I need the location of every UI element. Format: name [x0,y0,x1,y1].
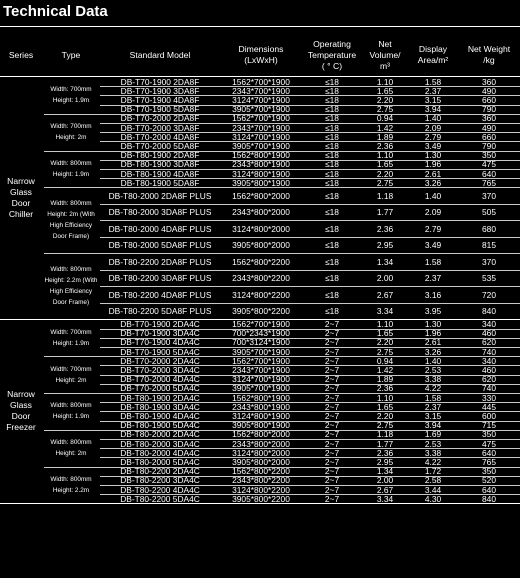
temperature-cell: ≤18 [325,113,339,123]
dimensions-cell: 2343*700*1900 [232,365,290,375]
volume-cell: 1.65 [376,402,394,412]
temperature-cell: ≤18 [325,86,339,96]
dimensions-cell: 3905*800*2200 [232,306,290,317]
weight-cell: 620 [482,337,496,347]
volume-cell: 2.75 [376,178,394,188]
weight-cell: 765 [482,457,496,467]
temperature-cell: ≤18 [325,123,339,133]
temperature-cell: ≤18 [325,289,339,300]
model-cell: DB-T70-1900 5DA8F [120,104,200,114]
weight-cell: 720 [482,289,496,300]
display-area-cell: 2.61 [424,169,442,179]
group-label: Width: 800mm Height: 2m (With High Efficiency Door Frame) [47,200,95,241]
series-divider [0,503,520,504]
model-cell: DB-T70-1900 2DA8F [120,77,200,87]
display-area-cell: 1.40 [424,190,442,201]
temperature-cell: 2~7 [324,494,340,504]
dimensions-cell: 3124*800*2000 [232,448,290,458]
temperature-cell: 2~7 [324,466,340,476]
weight-cell: 640 [482,448,496,458]
temperature-cell: ≤18 [325,273,339,284]
display-area-cell: 1.40 [424,113,442,123]
group-label: Width: 800mm Height: 2.2m (With High Efficiency Door Frame) [44,266,98,307]
weight-cell: 360 [482,77,496,87]
dimensions-cell: 2343*800*1900 [232,402,290,412]
display-area-cell: 3.16 [424,289,442,300]
model-cell: DB-T70-2000 5DA4C [120,383,200,393]
header-temperature-line1: Operating [313,38,351,49]
header-temperature-line2: Temperature [307,49,357,60]
dimensions-cell: 700*3124*1900 [232,337,290,347]
model-cell: DB-T80-2000 5DA4C [120,457,200,467]
temperature-cell: 2~7 [324,485,340,495]
volume-cell: 1.18 [376,429,394,439]
volume-cell: 2.75 [376,104,394,114]
model-cell: DB-T70-2000 2DA8F [120,113,200,123]
weight-cell: 600 [482,411,496,421]
dimensions-cell: 2343*800*2000 [232,439,290,449]
dimensions-cell: 3905*700*1900 [232,347,290,357]
model-cell: DB-T80-2200 5DA8F PLUS [108,306,212,317]
weight-cell: 475 [482,159,496,169]
volume-cell: 1.34 [376,256,394,267]
volume-cell: 2.20 [376,337,394,347]
display-area-cell: 2.53 [424,439,442,449]
temperature-cell: 2~7 [324,402,340,412]
dimensions-cell: 700*2343*1900 [232,328,290,338]
model-cell: DB-T80-2000 4DA4C [120,448,200,458]
weight-cell: 620 [482,374,496,384]
display-area-cell: 4.22 [424,383,442,393]
dimensions-cell: 3124*700*1900 [232,95,290,105]
header-volume-line1: Net [378,38,392,49]
temperature-cell: ≤18 [325,190,339,201]
display-area-cell: 3.26 [424,178,442,188]
dimensions-cell: 1562*700*1900 [232,356,290,366]
header-model: Standard Model [129,49,191,60]
weight-cell: 840 [482,494,496,504]
group-label: Width: 800mm Height: 1.9m [50,402,92,421]
dimensions-cell: 3905*700*1900 [232,383,290,393]
model-cell: DB-T80-2200 2DA8F PLUS [108,256,212,267]
model-cell: DB-T80-1900 2DA8F [120,150,200,160]
display-area-cell: 1.96 [424,328,442,338]
temperature-cell: ≤18 [325,104,339,114]
header-display-area [410,34,456,76]
model-cell: DB-T80-2000 4DA8F PLUS [108,223,212,234]
dimensions-cell: 1562*700*1900 [232,113,290,123]
display-area-cell: 1.58 [424,256,442,267]
display-area-cell: 2.79 [424,132,442,142]
weight-cell: 360 [482,113,496,123]
dimensions-cell: 1562*800*1900 [232,393,290,403]
group-label: Width: 700mm Height: 2m [50,365,92,384]
model-cell: DB-T80-2000 2DA8F PLUS [108,190,212,201]
dimensions-cell: 3905*700*1900 [232,141,290,151]
model-cell: DB-T70-1900 2DA4C [120,319,200,329]
temperature-cell: 2~7 [324,374,340,384]
header-series: Series [8,49,34,60]
model-cell: DB-T70-2000 5DA8F [120,141,200,151]
dimensions-cell: 3124*800*2200 [232,289,290,300]
display-area-cell: 2.37 [424,402,442,412]
weight-cell: 535 [482,273,496,284]
model-cell: DB-T70-1900 4DA4C [120,337,200,347]
series-label: Narrow Glass Door Freezer [6,389,36,433]
volume-cell: 0.94 [376,113,394,123]
display-area-cell: 2.79 [424,223,442,234]
temperature-cell: 2~7 [324,439,340,449]
dimensions-cell: 3124*700*1900 [232,132,290,142]
temperature-cell: 2~7 [324,411,340,421]
model-cell: DB-T80-1900 5DA8F [120,178,200,188]
weight-cell: 350 [482,429,496,439]
dimensions-cell: 3905*800*1900 [232,178,290,188]
model-cell: DB-T80-1900 4DA8F [120,169,200,179]
model-cell: DB-T70-2000 3DA4C [120,365,200,375]
model-cell: DB-T70-2000 4DA8F [120,132,200,142]
display-area-cell: 3.38 [424,374,442,384]
model-cell: DB-T80-2200 3DA4C [120,475,200,485]
weight-cell: 475 [482,439,496,449]
header-weight-line2: /kg [483,55,495,65]
display-area-cell: 1.96 [424,159,442,169]
weight-cell: 640 [482,169,496,179]
temperature-cell: 2~7 [324,337,340,347]
display-area-cell: 3.44 [424,485,442,495]
temperature-cell: ≤18 [325,150,339,160]
temperature-cell: ≤18 [325,169,339,179]
volume-cell: 0.94 [376,356,394,366]
temperature-cell: 2~7 [324,365,340,375]
volume-cell: 2.75 [376,420,394,430]
model-cell: DB-T80-1900 3DA8F [120,159,200,169]
model-cell: DB-T80-2000 2DA4C [120,429,200,439]
volume-cell: 3.34 [376,306,394,317]
model-cell: DB-T70-1900 4DA8F [120,95,200,105]
volume-cell: 2.75 [376,347,394,357]
dimensions-cell: 3124*800*1900 [232,169,290,179]
weight-cell: 340 [482,356,496,366]
weight-cell: 460 [482,365,496,375]
header-temperature [300,34,364,76]
dimensions-cell: 3124*800*2200 [232,485,290,495]
dimensions-cell: 2343*800*1900 [232,159,290,169]
title-divider [0,26,520,27]
model-cell: DB-T70-2000 2DA4C [120,356,200,366]
volume-cell: 2.36 [376,383,394,393]
weight-cell: 520 [482,475,496,485]
header-weight-line1: Net Weight [467,44,511,54]
temperature-cell: 2~7 [324,457,340,467]
volume-cell: 2.95 [376,240,394,251]
volume-cell: 1.10 [376,77,394,87]
volume-cell: 1.42 [376,123,394,133]
dimensions-cell: 3124*800*2000 [232,223,290,234]
temperature-cell: ≤18 [325,77,339,87]
temperature-cell: ≤18 [325,159,339,169]
header-type: Type [61,49,81,60]
dimensions-cell: 3905*800*2200 [232,494,290,504]
display-area-cell: 3.26 [424,347,442,357]
header-temperature-line3: ( ° C) [321,60,343,71]
volume-cell: 2.20 [376,169,394,179]
model-cell: DB-T80-1900 4DA4C [120,411,200,421]
weight-cell: 740 [482,383,496,393]
temperature-cell: 2~7 [324,393,340,403]
display-area-cell: 1.58 [424,77,442,87]
header-volume [364,34,406,76]
model-cell: DB-T70-1900 5DA4C [120,347,200,357]
display-area-cell: 2.58 [424,475,442,485]
header-dimensions-line1: Dimensions [238,44,284,54]
dimensions-cell: 3905*800*1900 [232,420,290,430]
temperature-cell: 2~7 [324,475,340,485]
volume-cell: 2.67 [376,485,394,495]
dimensions-cell: 3124*700*1900 [232,374,290,384]
temperature-cell: 2~7 [324,347,340,357]
display-area-cell: 2.61 [424,337,442,347]
volume-cell: 1.18 [376,190,394,201]
display-area-cell: 4.22 [424,457,442,467]
temperature-cell: 2~7 [324,420,340,430]
display-area-cell: 3.49 [424,240,442,251]
temperature-cell: ≤18 [325,306,339,317]
dimensions-cell: 2343*700*1900 [232,86,290,96]
display-area-cell: 1.30 [424,319,442,329]
header-dimensions [222,34,300,76]
weight-cell: 340 [482,319,496,329]
model-cell: DB-T80-1900 2DA4C [120,393,200,403]
temperature-cell: ≤18 [325,240,339,251]
dimensions-cell: 1562*800*2200 [232,256,290,267]
volume-cell: 2.36 [376,141,394,151]
dimensions-cell: 2343*800*2200 [232,273,290,284]
display-area-cell: 2.09 [424,123,442,133]
temperature-cell: 2~7 [324,319,340,329]
dimensions-cell: 2343*800*2000 [232,207,290,218]
temperature-cell: ≤18 [325,223,339,234]
weight-cell: 350 [482,466,496,476]
weight-cell: 815 [482,240,496,251]
volume-cell: 1.65 [376,86,394,96]
dimensions-cell: 1562*800*2000 [232,429,290,439]
volume-cell: 2.20 [376,95,394,105]
weight-cell: 790 [482,141,496,151]
weight-cell: 660 [482,95,496,105]
temperature-cell: 2~7 [324,328,340,338]
display-area-cell: 3.94 [424,104,442,114]
volume-cell: 1.89 [376,132,394,142]
weight-cell: 640 [482,485,496,495]
display-area-cell: 3.15 [424,411,442,421]
display-area-cell: 2.53 [424,365,442,375]
model-cell: DB-T80-2000 5DA8F PLUS [108,240,212,251]
page-title: Technical Data [3,3,108,20]
volume-cell: 1.10 [376,393,394,403]
header-display-line2: Area/m² [417,55,449,65]
volume-cell: 1.10 [376,150,394,160]
dimensions-cell: 1562*700*1900 [232,77,290,87]
group-label: Width: 800mm Height: 2.2m [50,475,92,494]
temperature-cell: ≤18 [325,178,339,188]
weight-cell: 445 [482,402,496,412]
model-cell: DB-T80-2200 3DA8F PLUS [108,273,212,284]
temperature-cell: 2~7 [324,448,340,458]
temperature-cell: 2~7 [324,429,340,439]
group-label: Width: 700mm Height: 1.9m [50,328,92,347]
dimensions-cell: 3905*800*2000 [232,457,290,467]
temperature-cell: 2~7 [324,383,340,393]
dimensions-cell: 1562*800*2200 [232,466,290,476]
dimensions-cell: 3124*800*1900 [232,411,290,421]
display-area-cell: 2.37 [424,86,442,96]
display-area-cell: 1.58 [424,393,442,403]
volume-cell: 1.42 [376,365,394,375]
series-label: Narrow Glass Door Chiller [7,176,35,220]
display-area-cell: 4.30 [424,494,442,504]
model-cell: DB-T70-2000 3DA8F [120,123,200,133]
weight-cell: 740 [482,347,496,357]
model-cell: DB-T80-2200 2DA4C [120,466,200,476]
dimensions-cell: 2343*700*1900 [232,123,290,133]
temperature-cell: ≤18 [325,207,339,218]
model-cell: DB-T70-1900 3DA8F [120,86,200,96]
model-cell: DB-T80-2000 3DA8F PLUS [108,207,212,218]
display-area-cell: 2.37 [424,273,442,284]
group-label: Width: 800mm Height: 1.9m [50,159,92,178]
volume-cell: 1.89 [376,374,394,384]
dimensions-cell: 1562*800*2000 [232,190,290,201]
volume-cell: 2.36 [376,448,394,458]
display-area-cell: 1.30 [424,150,442,160]
temperature-cell: ≤18 [325,95,339,105]
weight-cell: 490 [482,123,496,133]
volume-cell: 1.65 [376,159,394,169]
header-volume-line3: m³ [379,60,391,71]
volume-cell: 3.34 [376,494,394,504]
model-cell: DB-T80-2200 4DA8F PLUS [108,289,212,300]
volume-cell: 2.36 [376,223,394,234]
model-cell: DB-T70-1900 3DA4C [120,328,200,338]
display-area-cell: 2.09 [424,207,442,218]
display-area-cell: 1.72 [424,466,442,476]
volume-cell: 2.67 [376,289,394,300]
dimensions-cell: 1562*800*1900 [232,150,290,160]
weight-cell: 765 [482,178,496,188]
group-label: Width: 700mm Height: 2m [50,123,92,142]
volume-cell: 1.34 [376,466,394,476]
display-area-cell: 3.49 [424,141,442,151]
series-divider [0,319,520,320]
weight-cell: 680 [482,223,496,234]
volume-cell: 1.77 [376,439,394,449]
volume-cell: 2.20 [376,411,394,421]
display-area-cell: 3.15 [424,95,442,105]
header-dimensions-line2: (LxWxH) [244,55,278,65]
temperature-cell: ≤18 [325,141,339,151]
temperature-cell: ≤18 [325,132,339,142]
weight-cell: 490 [482,86,496,96]
weight-cell: 350 [482,150,496,160]
display-area-cell: 1.69 [424,429,442,439]
model-cell: DB-T80-2000 3DA4C [120,439,200,449]
model-cell: DB-T70-2000 4DA4C [120,374,200,384]
weight-cell: 330 [482,393,496,403]
temperature-cell: ≤18 [325,256,339,267]
volume-cell: 1.10 [376,319,394,329]
weight-cell: 660 [482,132,496,142]
volume-cell: 2.00 [376,475,394,485]
weight-cell: 460 [482,328,496,338]
display-area-cell: 1.40 [424,356,442,366]
dimensions-cell: 3905*800*2000 [232,240,290,251]
weight-cell: 790 [482,104,496,114]
volume-cell: 1.65 [376,328,394,338]
weight-cell: 715 [482,420,496,430]
header-display-line1: Display [418,44,448,54]
volume-cell: 2.00 [376,273,394,284]
weight-cell: 840 [482,306,496,317]
weight-cell: 370 [482,256,496,267]
dimensions-cell: 3905*700*1900 [232,104,290,114]
model-cell: DB-T80-2200 5DA4C [120,494,200,504]
model-cell: DB-T80-1900 5DA4C [120,420,200,430]
model-cell: DB-T80-2200 4DA4C [120,485,200,495]
group-label: Width: 700mm Height: 1.9m [50,86,92,105]
dimensions-cell: 1562*700*1900 [232,319,290,329]
temperature-cell: 2~7 [324,356,340,366]
volume-cell: 2.95 [376,457,394,467]
model-cell: DB-T80-1900 3DA4C [120,402,200,412]
display-area-cell: 3.38 [424,448,442,458]
weight-cell: 505 [482,207,496,218]
volume-cell: 1.77 [376,207,394,218]
header-net-weight [458,34,520,76]
header-volume-line2: Volume/ [369,49,401,60]
group-label: Width: 800mm Height: 2m [50,439,92,458]
dimensions-cell: 2343*800*2200 [232,475,290,485]
display-area-cell: 3.94 [424,420,442,430]
weight-cell: 370 [482,190,496,201]
display-area-cell: 3.95 [424,306,442,317]
